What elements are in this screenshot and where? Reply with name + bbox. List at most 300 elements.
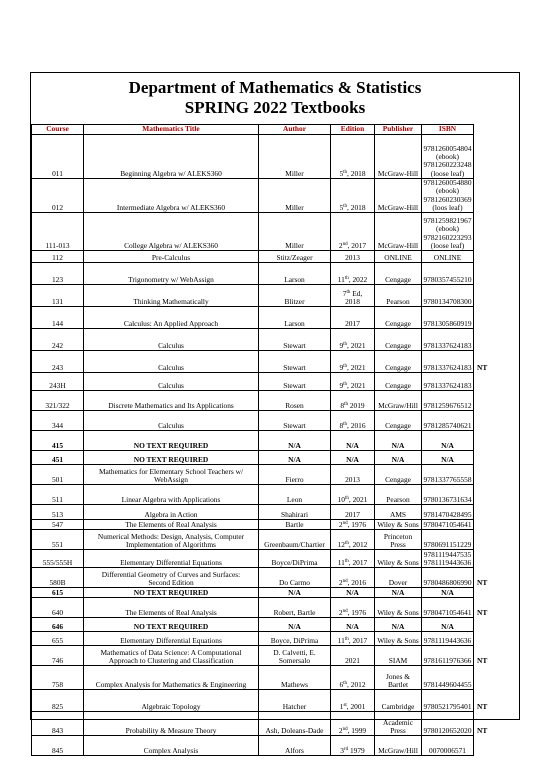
table-row [32, 712, 490, 736]
textbook-table [31, 124, 490, 756]
edition-number: 2021 [345, 655, 360, 665]
cell-title: Thinking Mathematically [84, 285, 259, 307]
edition-year: , 2021 [347, 380, 366, 390]
edition-number: 6 [339, 679, 344, 689]
table-row [32, 373, 490, 391]
cell-nt-flag [474, 213, 490, 251]
cell-isbn: 9781449604455 [422, 666, 474, 690]
cell-isbn: N/A [422, 451, 474, 465]
col-header-edition: Edition [331, 125, 375, 135]
cell-nt-flag [474, 588, 490, 598]
cell-course: 112 [32, 251, 84, 263]
cell-course: 123 [32, 263, 84, 285]
edition-number: 11 [337, 557, 345, 567]
cell-title: Calculus: An Applied Approach [84, 307, 259, 329]
cell-publisher: AMS [375, 505, 422, 520]
edition-number: 2017 [345, 509, 360, 519]
cell-isbn: 9781337765558 [422, 465, 474, 485]
cell-isbn: 9781337624183 [422, 373, 474, 391]
cell-course: 144 [32, 307, 84, 329]
cell-author: Stewart [259, 329, 331, 351]
cell-title: Algebraic Topology [84, 690, 259, 712]
cell-course: 513 [32, 505, 84, 520]
cell-nt-flag: NT [477, 702, 488, 712]
edition-number: 10 [337, 494, 345, 504]
semester-title: SPRING 2022 Textbooks [184, 98, 366, 117]
table-row [32, 485, 490, 505]
cell-isbn: N/A [422, 431, 474, 451]
cell-title: Calculus [84, 329, 259, 351]
cell-title: Complex Analysis for Mathematics & Engineering [84, 666, 259, 690]
cell-nt-flag: NT [477, 656, 488, 666]
cell-publisher: Wiley & Sons [375, 520, 422, 530]
table-row [32, 505, 490, 520]
cell-author: N/A [259, 431, 331, 451]
cell-edition [331, 411, 375, 431]
cell-edition [331, 646, 375, 666]
cell-course: 758 [32, 666, 84, 690]
table-row [32, 465, 490, 485]
edition-suffix: nd [342, 726, 348, 732]
cell-nt-flag [474, 666, 490, 690]
cell-nt-flag [474, 431, 490, 451]
cell-isbn: 9780691151229 [422, 530, 474, 550]
cell-course: 415 [32, 431, 84, 451]
cell-edition [331, 568, 375, 588]
table-row [32, 588, 490, 598]
table-row [32, 213, 490, 251]
edition-number: 3 [340, 745, 344, 755]
cell-title: Pre-Calculus [84, 251, 259, 263]
cell-isbn: 9781119443636 [422, 632, 474, 646]
cell-author: Stewart [259, 373, 331, 391]
cell-isbn: 9780471054641 [422, 598, 474, 618]
cell-course: 615 [32, 588, 84, 598]
cell-course: 551 [32, 530, 84, 550]
cell-edition [331, 179, 375, 213]
cell-nt-flag: NT [477, 726, 488, 736]
cell-course: 511 [32, 485, 84, 505]
edition-number: 9 [339, 362, 344, 372]
cell-isbn: 9781285740621 [422, 411, 474, 431]
cell-edition [331, 530, 375, 550]
edition-year: , 2018 [347, 202, 366, 212]
cell-isbn: 9781260054880 (ebook) 9781260230369 (loos leaf) [423, 178, 472, 212]
cell-title: NO TEXT REQUIRED [84, 451, 259, 465]
edition-number: N/A [346, 454, 359, 464]
cell-course: 547 [32, 520, 84, 530]
cell-edition [331, 712, 375, 736]
cell-edition [331, 431, 375, 451]
table-row [32, 646, 490, 666]
edition-suffix: rd [343, 746, 349, 752]
table-row [32, 351, 490, 373]
cell-title: Beginning Algebra w/ ALEKS360 [84, 135, 259, 179]
cell-nt-flag [474, 618, 490, 632]
cell-course: 655 [32, 632, 84, 646]
cell-author: Robert, Bartle [259, 598, 331, 618]
cell-edition [331, 618, 375, 632]
table-row [32, 598, 490, 618]
cell-isbn: 9781305860919 [422, 307, 474, 329]
edition-year: , 2021 [347, 340, 366, 350]
cell-author: Rosen [259, 391, 331, 411]
edition-year: , 1976 [347, 607, 367, 617]
cell-course: 111-013 [32, 213, 84, 251]
cell-course: 243H [32, 373, 84, 391]
edition-suffix: nd [342, 578, 348, 584]
edition-number: 5 [339, 202, 344, 212]
edition-suffix: st [343, 702, 347, 708]
cell-edition [331, 391, 375, 411]
cell-edition [331, 485, 375, 505]
cell-title: Differential Geometry of Curves and Surfaces: Second Edition [84, 568, 259, 588]
cell-nt-flag [474, 632, 490, 646]
edition-suffix: th [345, 495, 349, 501]
edition-number: 2 [338, 577, 343, 587]
cell-edition [331, 736, 375, 756]
edition-suffix: th [346, 289, 351, 295]
cell-publisher: Academic Press [375, 712, 422, 736]
cell-author: Boyce/DiPrima [259, 550, 331, 568]
cell-course: 011 [32, 135, 84, 179]
cell-title: Intermediate Algebra w/ ALEKS360 [84, 179, 259, 213]
cell-nt-flag [474, 530, 490, 550]
cell-title: Discrete Mathematics and Its Applications [84, 391, 259, 411]
cell-course: 746 [32, 646, 84, 666]
cell-author: Bartle [259, 520, 331, 530]
cell-publisher: Cengage [375, 329, 422, 351]
cell-nt-flag: NT [477, 578, 488, 588]
edition-year: , 2016 [347, 577, 367, 587]
edition-suffix: th [344, 558, 349, 564]
cell-course: 843 [32, 712, 84, 736]
cell-title: Algebra in Action [84, 505, 259, 520]
edition-suffix: th [343, 680, 348, 686]
cell-author: Miller [259, 179, 331, 213]
edition-year: , 2012 [347, 679, 366, 689]
edition-year: 1979 [348, 745, 365, 755]
cell-author: Stewart [259, 351, 331, 373]
department-title: Department of Mathematics & Statistics [128, 78, 422, 97]
table-row [32, 431, 490, 451]
table-row [32, 307, 490, 329]
cell-edition [331, 373, 375, 391]
cell-title: Calculus [84, 411, 259, 431]
cell-author: Mathews [259, 666, 331, 690]
cell-publisher: Cambridge [375, 690, 422, 712]
col-header-title: Mathematics Title [84, 125, 259, 135]
table-body [32, 135, 490, 756]
cell-course: 243 [32, 351, 84, 373]
cell-isbn: 9780486806990 [422, 568, 474, 588]
cell-course: 242 [32, 329, 84, 351]
cell-publisher: N/A [375, 588, 422, 598]
edition-year: 2019 [347, 400, 365, 410]
table-row [32, 666, 490, 690]
cell-edition [331, 598, 375, 618]
cell-title: Trigonometry w/ WebAssign [84, 263, 259, 285]
cell-course: 825 [32, 690, 84, 712]
cell-publisher: McGraw/Hill [375, 391, 422, 411]
cell-isbn: 9781259676512 [422, 391, 474, 411]
cell-nt-flag [474, 520, 490, 530]
cell-title: NO TEXT REQUIRED [84, 588, 259, 598]
edition-year: , 2017 [348, 635, 368, 645]
cell-publisher: McGraw-Hill [375, 213, 422, 251]
edition-suffix: th [343, 381, 348, 387]
cell-isbn: 9781611976366 [422, 646, 474, 666]
edition-year: , 1999 [347, 725, 367, 735]
edition-number: 8 [340, 400, 345, 410]
table-row [32, 530, 490, 550]
cell-publisher: N/A [375, 451, 422, 465]
edition-number: 7 [342, 288, 347, 298]
edition-year: , 2017 [348, 557, 368, 567]
cell-author: N/A [259, 451, 331, 465]
edition-suffix: th [343, 169, 348, 175]
cell-isbn: ONLINE [422, 251, 474, 263]
cell-edition [331, 520, 375, 530]
edition-number: 2 [338, 725, 343, 735]
cell-title: College Algebra w/ ALEKS360 [84, 213, 259, 251]
table-row [32, 285, 490, 307]
edition-suffix: th [343, 421, 348, 427]
cell-edition [331, 666, 375, 690]
edition-suffix: th [343, 203, 348, 209]
cell-nt-flag [474, 451, 490, 465]
cell-edition [331, 307, 375, 329]
cell-isbn: 0070006571 [422, 736, 474, 756]
edition-suffix: th [344, 275, 349, 281]
cell-nt-flag: NT [477, 608, 488, 618]
edition-number: 2 [338, 240, 343, 250]
cell-nt-flag [474, 179, 490, 213]
cell-publisher: Cengage [375, 351, 422, 373]
edition-number: 2013 [345, 252, 360, 262]
cell-publisher: Dover [375, 568, 422, 588]
cell-edition [331, 285, 375, 307]
cell-isbn: 9780120652020 [422, 712, 474, 736]
cell-author: D. Calvetti, E. Somersalo [259, 646, 331, 666]
col-header-publisher: Publisher [375, 125, 422, 135]
cell-publisher: Cengage [375, 307, 422, 329]
cell-publisher: Wiley & Sons [375, 632, 422, 646]
cell-isbn: N/A [422, 618, 474, 632]
edition-number: 9 [339, 340, 344, 350]
cell-nt-flag [474, 135, 490, 179]
cell-nt-flag [474, 411, 490, 431]
col-header-author: Author [259, 125, 331, 135]
cell-publisher: McGraw-Hill [375, 179, 422, 213]
edition-number: 5 [339, 168, 344, 178]
table-row [32, 568, 490, 588]
edition-number: 8 [339, 420, 344, 430]
cell-isbn: N/A [422, 588, 474, 598]
cell-author: Ash, Doleans-Dade [259, 712, 331, 736]
col-header-course: Course [32, 125, 84, 135]
cell-nt-flag: NT [477, 363, 488, 373]
cell-edition [331, 329, 375, 351]
cell-publisher: N/A [375, 431, 422, 451]
cell-nt-flag [474, 485, 490, 505]
cell-nt-flag [474, 251, 490, 263]
cell-title: The Elements of Real Analysis [84, 598, 259, 618]
cell-edition [331, 465, 375, 485]
cell-author: Miller [259, 213, 331, 251]
edition-suffix: nd [342, 241, 348, 247]
cell-edition [331, 251, 375, 263]
cell-nt-flag [474, 736, 490, 756]
edition-number: 11 [337, 274, 345, 284]
cell-nt-flag [474, 329, 490, 351]
cell-course: 501 [32, 465, 84, 485]
cell-isbn: 9781470428495 [422, 505, 474, 520]
cell-publisher: Pearson [375, 285, 422, 307]
cell-course: 845 [32, 736, 84, 756]
edition-number: 9 [339, 380, 344, 390]
edition-suffix: th [343, 363, 348, 369]
table-row [32, 632, 490, 646]
cell-publisher: Pearson [375, 485, 422, 505]
cell-author: Fierro [259, 465, 331, 485]
table-row [32, 520, 490, 530]
cell-isbn: 9780357455210 [422, 263, 474, 285]
edition-number: 1 [339, 701, 344, 711]
edition-year: , 2017 [347, 240, 367, 250]
cell-title: Calculus [84, 351, 259, 373]
cell-publisher: Cengage [375, 263, 422, 285]
cell-course: 646 [32, 618, 84, 632]
cell-edition [331, 351, 375, 373]
cell-author: Do Carmo [259, 568, 331, 588]
cell-author: Stitz/Zeager [259, 251, 331, 263]
cell-nt-flag [474, 465, 490, 485]
table-row [32, 391, 490, 411]
cell-title: Calculus [84, 373, 259, 391]
edition-suffix: th [343, 341, 348, 347]
cell-author: Miller [259, 135, 331, 179]
edition-year: , 2016 [347, 420, 366, 430]
cell-publisher: McGraw-Hill [375, 135, 422, 179]
cell-title: Elementary Differential Equations [84, 550, 259, 568]
cell-isbn: 9781119447535 9781119443636 [422, 550, 474, 568]
cell-isbn: 9781337624183 [422, 351, 474, 373]
cell-nt-flag [474, 307, 490, 329]
cell-title: Mathematics for Elementary School Teachers w/ WebAssign [84, 465, 259, 485]
cell-author: N/A [259, 588, 331, 598]
cell-edition [331, 135, 375, 179]
cell-publisher: Wiley & Sons [375, 550, 422, 568]
cell-title: Elementary Differential Equations [84, 632, 259, 646]
cell-title: Probability & Measure Theory [84, 712, 259, 736]
cell-author: Larson [259, 307, 331, 329]
edition-year: , 2021 [347, 362, 366, 372]
cell-nt-flag [474, 505, 490, 520]
cell-publisher: Jones & Bartlet [375, 666, 422, 690]
cell-course: 640 [32, 598, 84, 618]
cell-publisher: Cengage [375, 465, 422, 485]
edition-number: N/A [346, 587, 359, 597]
cell-isbn: 9780521795401 [422, 690, 474, 712]
edition-year: , 1976 [347, 519, 367, 529]
cell-nt-flag [474, 550, 490, 568]
cell-edition [331, 690, 375, 712]
cell-publisher: Wiley & Sons [375, 598, 422, 618]
table-row [32, 451, 490, 465]
cell-isbn: 9780471054641 [423, 519, 472, 529]
edition-suffix: nd [342, 520, 348, 526]
cell-isbn: 9781260054804 (ebook) 9781260223248 (loose leaf) [422, 135, 474, 179]
edition-year: , 2018 [347, 168, 366, 178]
cell-edition [331, 451, 375, 465]
cell-publisher: N/A [375, 618, 422, 632]
cell-nt-flag [474, 373, 490, 391]
edition-suffix: th [345, 540, 349, 546]
cell-publisher: ONLINE [375, 251, 422, 263]
table-header-row [32, 125, 490, 135]
edition-number: 2013 [345, 474, 360, 484]
cell-course: 131 [32, 285, 84, 307]
edition-number: N/A [346, 440, 359, 450]
edition-year: , 2012 [348, 539, 368, 549]
cell-edition [331, 550, 375, 568]
cell-edition [331, 505, 375, 520]
cell-author: Alfors [259, 736, 331, 756]
cell-publisher: Cengage [375, 373, 422, 391]
cell-author: Blitzer [259, 285, 331, 307]
table-row [32, 618, 490, 632]
cell-publisher: Princeton Press [375, 530, 422, 550]
col-header-nt [474, 125, 490, 135]
cell-author: Leon [259, 485, 331, 505]
table-row [32, 179, 490, 213]
cell-edition [331, 632, 375, 646]
cell-course: 580B [32, 568, 84, 588]
table-row [32, 263, 490, 285]
cell-title: NO TEXT REQUIRED [84, 431, 259, 451]
table-row [32, 690, 490, 712]
edition-suffix: th [344, 401, 348, 407]
table-row [32, 251, 490, 263]
table-row [32, 135, 490, 179]
cell-nt-flag [474, 263, 490, 285]
cell-author: Shahirari [259, 505, 331, 520]
cell-isbn: 9780136731634 [422, 485, 474, 505]
cell-course: 344 [32, 411, 84, 431]
edition-year: Ed, 2018 [345, 288, 363, 306]
cell-course: 555/555H [32, 550, 84, 568]
cell-nt-flag [474, 285, 490, 307]
cell-course: 012 [32, 179, 84, 213]
cell-title: Linear Algebra with Applications [84, 485, 259, 505]
cell-author: N/A [259, 618, 331, 632]
edition-number: 2017 [345, 318, 360, 328]
cell-isbn: 9781337624183 [422, 329, 474, 351]
edition-suffix: nd [342, 608, 348, 614]
edition-number: 2 [338, 607, 343, 617]
cell-course: 321/322 [32, 391, 84, 411]
table-row [32, 736, 490, 756]
cell-nt-flag [474, 391, 490, 411]
cell-course: 451 [32, 451, 84, 465]
cell-author: Boyce, DiPrima [259, 632, 331, 646]
cell-title: Complex Analysis [84, 736, 259, 756]
table-row [32, 550, 490, 568]
cell-title: Mathematics of Data Science: A Computational Approach to Clustering and Classification [84, 646, 259, 666]
cell-publisher: McGraw/Hill [375, 736, 422, 756]
table-row [32, 329, 490, 351]
